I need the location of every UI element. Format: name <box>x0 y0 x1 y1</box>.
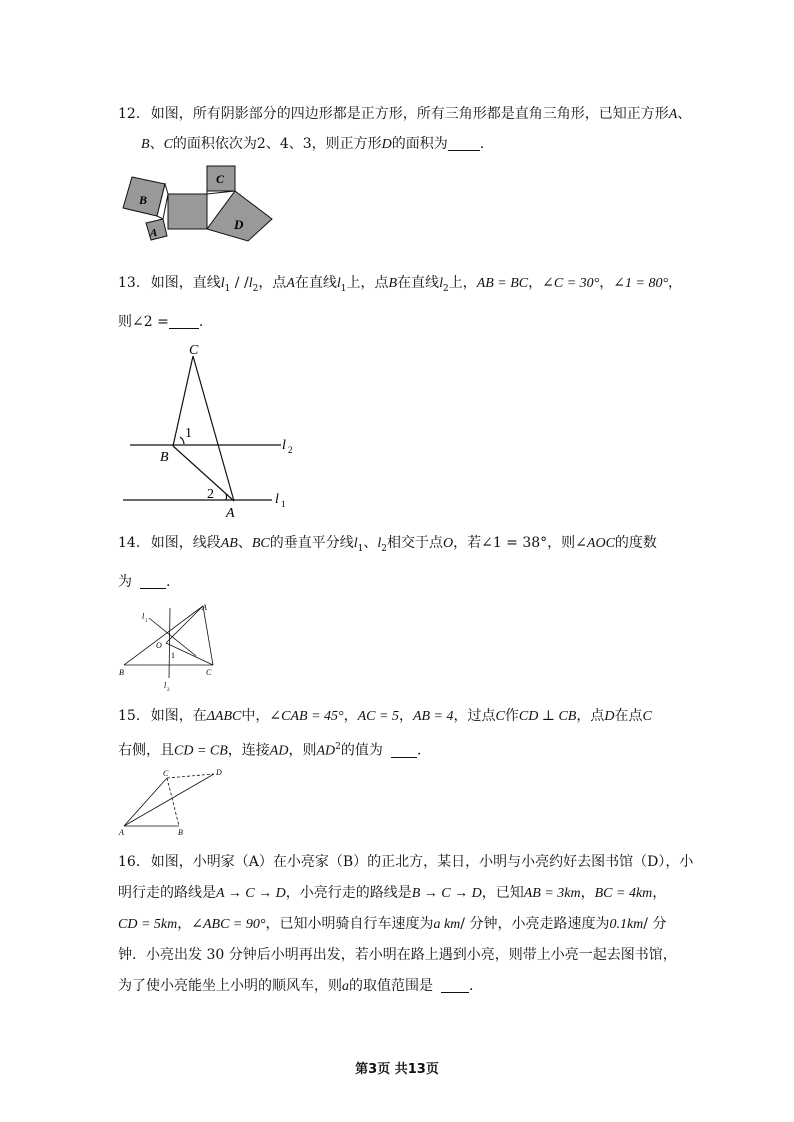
segment-ca <box>193 356 234 501</box>
segment-oa <box>166 606 203 643</box>
label-l2: l <box>282 438 286 453</box>
q16-line3: CD = 5km，∠ABC = 90°，已知小明骑自行车速度为a km/ 分钟，小亮走路速度为0.1km/ 分 <box>118 916 667 932</box>
label-c: C <box>216 172 225 186</box>
q16-line5: 为了使小亮能坐上小明的顺风车，则a的取值范围是 . <box>118 978 474 994</box>
q16-line1: 16. 如图，小明家（A）在小亮家（B）的正北方，某日，小明与小亮约好去图书馆（D），小 <box>118 854 694 870</box>
label-1: 1 <box>185 426 192 441</box>
angle-2-arc <box>226 494 227 500</box>
q13-figure <box>118 336 308 522</box>
label-o: O <box>156 641 162 650</box>
answer-blank <box>169 314 199 329</box>
q12-line1: 12. 如图，所有阴影部分的四边形都是正方形，所有三角形都是直角三角形，已知正方形A、 <box>118 106 692 122</box>
label-b: B <box>160 450 169 465</box>
q14-line1: 14. 如图，线段AB、BC的垂直平分线$l_1$、$l_2$相交于点O，若∠1 = 38°，则∠AOC的度数 <box>118 535 657 554</box>
q12-line2: B、C的面积依次为2、4、3，则正方形D的面积为 . <box>141 136 485 152</box>
q12-figure <box>118 162 278 244</box>
segment-ba <box>173 446 234 501</box>
segment-ac <box>124 778 167 826</box>
triangle-c <box>207 191 235 194</box>
label-d: D <box>234 217 244 232</box>
label-c: C <box>206 668 212 677</box>
square-d <box>207 191 272 241</box>
label-1: 1 <box>171 651 175 660</box>
q15-figure <box>116 766 226 838</box>
svg-text:1: 1 <box>145 619 148 624</box>
q14-line2: 为 . <box>118 574 171 590</box>
segment-ac <box>203 606 213 665</box>
svg-text:2: 2 <box>288 445 293 455</box>
segment-cd <box>167 774 214 778</box>
q13-line2: 则∠2 = . <box>118 314 204 330</box>
q16-line2: 明行走的路线是A → C → D，小亮行走的路线是B → C → D，已知AB = 3km，BC = 4km， <box>118 885 667 901</box>
answer-blank <box>448 136 480 151</box>
q15-line2: 右侧，且CD = CB，连接AD，则$AD^2$的值为 . <box>118 742 422 759</box>
q14-figure <box>116 598 220 694</box>
label-c: C <box>163 769 169 778</box>
svg-text:2: 2 <box>167 688 170 693</box>
segment-ab <box>124 606 203 665</box>
label-b: B <box>119 668 124 677</box>
label-d: D <box>216 768 222 777</box>
label-b: B <box>178 828 183 837</box>
label-b: B <box>139 193 148 207</box>
svg-text:1: 1 <box>281 499 286 509</box>
label-a: A <box>226 506 235 521</box>
label-2: 2 <box>207 487 214 502</box>
answer-blank <box>391 743 417 758</box>
angle-1-arc <box>180 437 184 444</box>
label-l2: l <box>164 681 167 690</box>
segment-ad <box>124 774 214 826</box>
q16-line4: 钟．小亮出发 30 分钟后小明再出发，若小明在路上遇到小亮，则带上小亮一起去图书馆， <box>118 947 677 963</box>
bisector-l2 <box>169 608 170 678</box>
label-c: C <box>189 343 199 358</box>
q15-line1: 15. 如图，在ΔABC中，∠CAB = 45°，AC = 5，AB = 4，过点C作CD ⊥ CB，点D在点C <box>118 708 652 724</box>
label-l1: l <box>275 492 279 507</box>
segment-cb <box>167 778 179 826</box>
label-a: A <box>150 227 158 239</box>
label-a: A <box>119 828 124 837</box>
label-l1: l <box>142 612 145 621</box>
answer-blank <box>441 978 469 993</box>
label-a: A <box>202 603 207 612</box>
q13-line1: 13. 如图，直线$l_1 / /l_2$，点A在直线$l_1$上，点B在直线$l_2$上，AB = BC，∠C = 30°，∠1 = 80°， <box>118 275 683 294</box>
center-square <box>168 194 207 229</box>
page-footer: 第3页 共13页 <box>355 1062 439 1077</box>
